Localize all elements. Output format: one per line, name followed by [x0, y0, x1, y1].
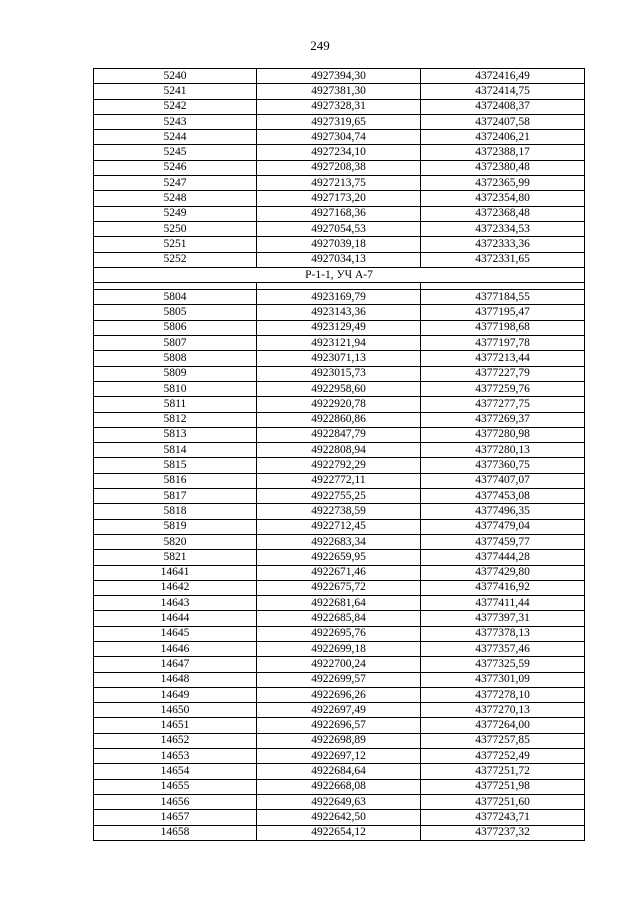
x-coordinate-cell: 4927381,30	[257, 84, 421, 99]
table-row	[94, 145, 585, 160]
table-row	[94, 290, 585, 305]
point-number-cell: 14653	[94, 749, 257, 764]
x-coordinate-cell: 4922671,46	[257, 565, 421, 580]
y-coordinate-cell: 4377280,13	[421, 443, 585, 458]
point-number-cell: 5806	[94, 320, 257, 335]
y-coordinate-cell: 4377357,46	[421, 641, 585, 656]
point-number-cell: 5249	[94, 206, 257, 221]
table-row	[94, 397, 585, 412]
point-number-cell: 14647	[94, 657, 257, 672]
y-coordinate-cell: 4377378,13	[421, 626, 585, 641]
x-coordinate-cell: 4927168,36	[257, 206, 421, 221]
table-row	[94, 305, 585, 320]
table-row	[94, 458, 585, 473]
blank-cell	[257, 283, 421, 290]
y-coordinate-cell: 4372331,65	[421, 252, 585, 267]
table-row	[94, 733, 585, 748]
x-coordinate-cell: 4922668,08	[257, 779, 421, 794]
point-number-cell: 5813	[94, 427, 257, 442]
x-coordinate-cell: 4927208,38	[257, 160, 421, 175]
table-row	[94, 221, 585, 236]
table-row	[94, 550, 585, 565]
y-coordinate-cell: 4377251,72	[421, 764, 585, 779]
y-coordinate-cell: 4377301,09	[421, 672, 585, 687]
y-coordinate-cell: 4372333,36	[421, 237, 585, 252]
x-coordinate-cell: 4927234,10	[257, 145, 421, 160]
x-coordinate-cell: 4923129,49	[257, 320, 421, 335]
y-coordinate-cell: 4377270,13	[421, 703, 585, 718]
y-coordinate-cell: 4377453,08	[421, 489, 585, 504]
point-number-cell: 5809	[94, 366, 257, 381]
point-number-cell: 5808	[94, 351, 257, 366]
table-row	[94, 473, 585, 488]
table-row	[94, 252, 585, 267]
point-number-cell: 14643	[94, 596, 257, 611]
x-coordinate-cell: 4922699,18	[257, 641, 421, 656]
x-coordinate-cell: 4923071,13	[257, 351, 421, 366]
x-coordinate-cell: 4923143,36	[257, 305, 421, 320]
table-row	[94, 825, 585, 840]
x-coordinate-cell: 4927328,31	[257, 99, 421, 114]
y-coordinate-cell: 4372414,75	[421, 84, 585, 99]
table-row	[94, 160, 585, 175]
point-number-cell: 5810	[94, 381, 257, 396]
x-coordinate-cell: 4922654,12	[257, 825, 421, 840]
x-coordinate-cell: 4922700,24	[257, 657, 421, 672]
table-row	[94, 657, 585, 672]
y-coordinate-cell: 4372388,17	[421, 145, 585, 160]
x-coordinate-cell: 4922792,29	[257, 458, 421, 473]
y-coordinate-cell: 4377407,07	[421, 473, 585, 488]
table-row	[94, 84, 585, 99]
y-coordinate-cell: 4377257,85	[421, 733, 585, 748]
y-coordinate-cell: 4377325,59	[421, 657, 585, 672]
table-row	[94, 672, 585, 687]
point-number-cell: 14655	[94, 779, 257, 794]
table-row	[94, 443, 585, 458]
blank-row	[94, 283, 585, 290]
x-coordinate-cell: 4922755,25	[257, 489, 421, 504]
point-number-cell: 14649	[94, 687, 257, 702]
x-coordinate-cell: 4922685,84	[257, 611, 421, 626]
point-number-cell: 5241	[94, 84, 257, 99]
x-coordinate-cell: 4922920,78	[257, 397, 421, 412]
table-row	[94, 114, 585, 129]
point-number-cell: 14646	[94, 641, 257, 656]
table-row	[94, 176, 585, 191]
table-row	[94, 381, 585, 396]
section-row	[94, 267, 585, 282]
point-number-cell: 5820	[94, 534, 257, 549]
table-row	[94, 427, 585, 442]
x-coordinate-cell: 4922684,64	[257, 764, 421, 779]
x-coordinate-cell: 4922642,50	[257, 810, 421, 825]
x-coordinate-cell: 4927039,18	[257, 237, 421, 252]
point-number-cell: 5812	[94, 412, 257, 427]
y-coordinate-cell: 4377416,92	[421, 580, 585, 595]
coordinates-table	[93, 68, 585, 841]
point-number-cell: 5245	[94, 145, 257, 160]
point-number-cell: 5252	[94, 252, 257, 267]
y-coordinate-cell: 4377243,71	[421, 810, 585, 825]
y-coordinate-cell: 4372407,58	[421, 114, 585, 129]
y-coordinate-cell: 4377213,44	[421, 351, 585, 366]
x-coordinate-cell: 4922681,64	[257, 596, 421, 611]
x-coordinate-cell: 4927394,30	[257, 69, 421, 84]
x-coordinate-cell: 4922683,34	[257, 534, 421, 549]
point-number-cell: 14651	[94, 718, 257, 733]
table-row	[94, 687, 585, 702]
x-coordinate-cell: 4922697,12	[257, 749, 421, 764]
point-number-cell: 5814	[94, 443, 257, 458]
point-number-cell: 5811	[94, 397, 257, 412]
page-number: 249	[310, 38, 330, 53]
table-row	[94, 565, 585, 580]
y-coordinate-cell: 4372380,48	[421, 160, 585, 175]
y-coordinate-cell: 4377444,28	[421, 550, 585, 565]
y-coordinate-cell: 4372368,48	[421, 206, 585, 221]
table-row	[94, 191, 585, 206]
table-row	[94, 336, 585, 351]
y-coordinate-cell: 4377360,75	[421, 458, 585, 473]
table-row	[94, 718, 585, 733]
y-coordinate-cell: 4377251,98	[421, 779, 585, 794]
table-row	[94, 237, 585, 252]
y-coordinate-cell: 4377237,32	[421, 825, 585, 840]
y-coordinate-cell: 4377269,37	[421, 412, 585, 427]
y-coordinate-cell: 4377252,49	[421, 749, 585, 764]
x-coordinate-cell: 4922808,94	[257, 443, 421, 458]
x-coordinate-cell: 4927173,20	[257, 191, 421, 206]
table-row	[94, 534, 585, 549]
table-row	[94, 412, 585, 427]
x-coordinate-cell: 4927319,65	[257, 114, 421, 129]
table-row	[94, 351, 585, 366]
blank-cell	[94, 283, 257, 290]
x-coordinate-cell: 4922696,26	[257, 687, 421, 702]
point-number-cell: 14652	[94, 733, 257, 748]
point-number-cell: 5240	[94, 69, 257, 84]
point-number-cell: 5246	[94, 160, 257, 175]
y-coordinate-cell: 4377479,04	[421, 519, 585, 534]
point-number-cell: 14654	[94, 764, 257, 779]
x-coordinate-cell: 4922738,59	[257, 504, 421, 519]
section-heading-cell: Р-1-1, УЧ А-7	[94, 267, 585, 282]
table-row	[94, 779, 585, 794]
x-coordinate-cell: 4922659,95	[257, 550, 421, 565]
x-coordinate-cell: 4923169,79	[257, 290, 421, 305]
y-coordinate-cell: 4377259,76	[421, 381, 585, 396]
point-number-cell: 5815	[94, 458, 257, 473]
y-coordinate-cell: 4372416,49	[421, 69, 585, 84]
point-number-cell: 5247	[94, 176, 257, 191]
point-number-cell: 14644	[94, 611, 257, 626]
point-number-cell: 5250	[94, 221, 257, 236]
table-row	[94, 626, 585, 641]
table-row	[94, 504, 585, 519]
y-coordinate-cell: 4377227,79	[421, 366, 585, 381]
table-row	[94, 794, 585, 809]
table-row	[94, 611, 585, 626]
y-coordinate-cell: 4377459,77	[421, 534, 585, 549]
point-number-cell: 5807	[94, 336, 257, 351]
y-coordinate-cell: 4372406,21	[421, 130, 585, 145]
x-coordinate-cell: 4922860,86	[257, 412, 421, 427]
point-number-cell: 5248	[94, 191, 257, 206]
y-coordinate-cell: 4377411,44	[421, 596, 585, 611]
table-row	[94, 130, 585, 145]
x-coordinate-cell: 4923015,73	[257, 366, 421, 381]
x-coordinate-cell: 4927034,13	[257, 252, 421, 267]
x-coordinate-cell: 4922699,57	[257, 672, 421, 687]
y-coordinate-cell: 4372408,37	[421, 99, 585, 114]
point-number-cell: 5804	[94, 290, 257, 305]
y-coordinate-cell: 4377197,78	[421, 336, 585, 351]
y-coordinate-cell: 4377397,31	[421, 611, 585, 626]
table-row	[94, 519, 585, 534]
point-number-cell: 14656	[94, 794, 257, 809]
x-coordinate-cell: 4927213,75	[257, 176, 421, 191]
y-coordinate-cell: 4372365,99	[421, 176, 585, 191]
table-row	[94, 810, 585, 825]
point-number-cell: 14641	[94, 565, 257, 580]
x-coordinate-cell: 4927054,53	[257, 221, 421, 236]
y-coordinate-cell: 4377198,68	[421, 320, 585, 335]
y-coordinate-cell: 4372334,53	[421, 221, 585, 236]
y-coordinate-cell: 4377184,55	[421, 290, 585, 305]
table-row	[94, 99, 585, 114]
table-row	[94, 580, 585, 595]
table-row	[94, 703, 585, 718]
x-coordinate-cell: 4922697,49	[257, 703, 421, 718]
y-coordinate-cell: 4377496,35	[421, 504, 585, 519]
table-row	[94, 69, 585, 84]
x-coordinate-cell: 4922649,63	[257, 794, 421, 809]
point-number-cell: 14650	[94, 703, 257, 718]
table-row	[94, 764, 585, 779]
blank-cell	[421, 283, 585, 290]
y-coordinate-cell: 4377278,10	[421, 687, 585, 702]
table-row	[94, 749, 585, 764]
point-number-cell: 5817	[94, 489, 257, 504]
x-coordinate-cell: 4927304,74	[257, 130, 421, 145]
point-number-cell: 14658	[94, 825, 257, 840]
point-number-cell: 5251	[94, 237, 257, 252]
table-row	[94, 320, 585, 335]
x-coordinate-cell: 4922675,72	[257, 580, 421, 595]
y-coordinate-cell: 4377429,80	[421, 565, 585, 580]
x-coordinate-cell: 4922958,60	[257, 381, 421, 396]
x-coordinate-cell: 4922695,76	[257, 626, 421, 641]
point-number-cell: 5244	[94, 130, 257, 145]
y-coordinate-cell: 4377280,98	[421, 427, 585, 442]
x-coordinate-cell: 4922847,79	[257, 427, 421, 442]
point-number-cell: 5816	[94, 473, 257, 488]
x-coordinate-cell: 4922712,45	[257, 519, 421, 534]
x-coordinate-cell: 4922698,89	[257, 733, 421, 748]
x-coordinate-cell: 4922696,57	[257, 718, 421, 733]
y-coordinate-cell: 4377264,00	[421, 718, 585, 733]
point-number-cell: 14642	[94, 580, 257, 595]
point-number-cell: 14657	[94, 810, 257, 825]
point-number-cell: 5243	[94, 114, 257, 129]
point-number-cell: 5818	[94, 504, 257, 519]
point-number-cell: 5805	[94, 305, 257, 320]
point-number-cell: 5242	[94, 99, 257, 114]
point-number-cell: 14648	[94, 672, 257, 687]
table-row	[94, 489, 585, 504]
table-row	[94, 641, 585, 656]
table-row	[94, 596, 585, 611]
y-coordinate-cell: 4377195,47	[421, 305, 585, 320]
y-coordinate-cell: 4377277,75	[421, 397, 585, 412]
table-row	[94, 366, 585, 381]
y-coordinate-cell: 4377251,60	[421, 794, 585, 809]
point-number-cell: 5819	[94, 519, 257, 534]
x-coordinate-cell: 4923121,94	[257, 336, 421, 351]
table-row	[94, 206, 585, 221]
y-coordinate-cell: 4372354,80	[421, 191, 585, 206]
x-coordinate-cell: 4922772,11	[257, 473, 421, 488]
point-number-cell: 14645	[94, 626, 257, 641]
point-number-cell: 5821	[94, 550, 257, 565]
coordinates-table-body	[94, 69, 585, 841]
